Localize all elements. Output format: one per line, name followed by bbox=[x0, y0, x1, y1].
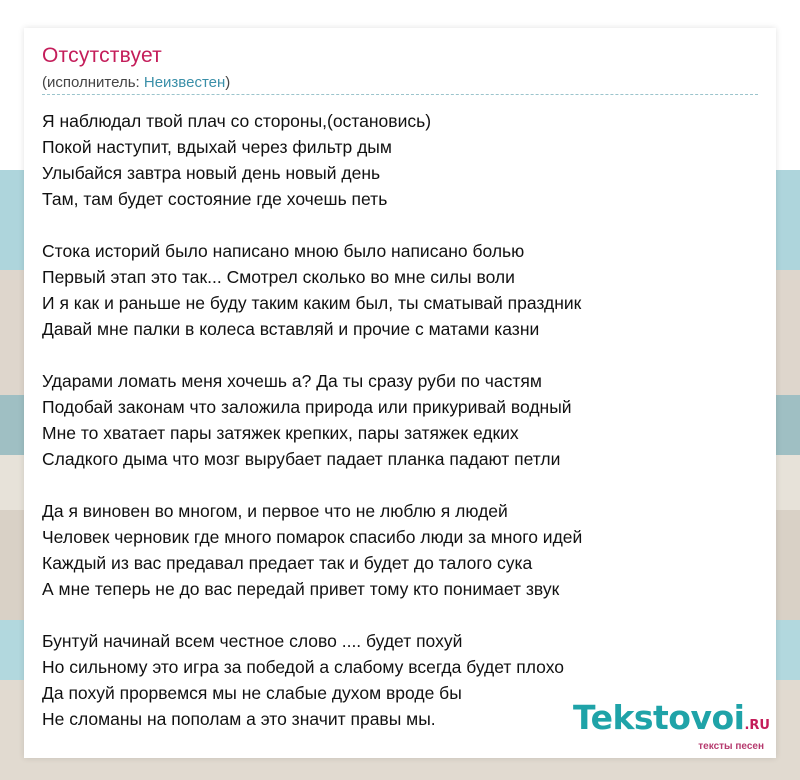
artist-suffix: ) bbox=[225, 74, 231, 91]
lyrics-line: Стока историй было написано мною было написано болью bbox=[42, 241, 525, 261]
lyrics-line: А мне теперь не до вас передай привет тому кто понимает звук bbox=[42, 579, 560, 599]
lyrics-line: Подобай законам что заложила природа или прикуривай водный bbox=[42, 397, 572, 417]
lyrics-stanza bbox=[42, 238, 762, 342]
lyrics-line: Мне то хватает пары затяжек крепких, пары затяжек едких bbox=[42, 423, 519, 443]
lyrics-line: И я как и раньше не буду таким каким был, ты сматывай праздник bbox=[42, 293, 582, 313]
lyrics-line: Давай мне палки в колеса вставляй и прочие с матами казни bbox=[42, 319, 540, 339]
lyrics-line: Улыбайся завтра новый день новый день bbox=[42, 163, 381, 183]
lyrics-line: Каждый из вас предавал предает так и будет до талого сука bbox=[42, 553, 533, 573]
site-logo[interactable] bbox=[573, 700, 770, 752]
lyrics-line: Сладкого дыма что мозг вырубает падает планка падают петли bbox=[42, 449, 561, 469]
logo-wordmark bbox=[573, 700, 770, 744]
lyrics-stanza bbox=[42, 368, 762, 472]
logo-tagline: тексты песен bbox=[698, 741, 764, 752]
lyrics-line: Покой наступит, вдыхай через фильтр дым bbox=[42, 137, 392, 157]
lyrics-line: Да похуй прорвемся мы не слабые духом вроде бы bbox=[42, 683, 462, 703]
lyrics-line: Я наблюдал твой плач со стороны,(остановись) bbox=[42, 111, 432, 131]
lyrics-stanza bbox=[42, 498, 762, 602]
logo-main-text: Tekstovoi bbox=[572, 698, 745, 737]
artist-prefix: (исполнитель: bbox=[42, 74, 144, 91]
song-title: Отсутствует bbox=[42, 44, 162, 67]
lyrics-line: Ударами ломать меня хочешь а? Да ты сразу руби по частям bbox=[42, 371, 542, 391]
title-divider bbox=[42, 94, 758, 95]
lyrics-line: Да я виновен во многом, и первое что не люблю я людей bbox=[42, 501, 508, 521]
lyrics-card bbox=[24, 28, 776, 758]
lyrics-stanza bbox=[42, 108, 762, 212]
lyrics-line: Там, там будет состояние где хочешь петь bbox=[42, 189, 388, 209]
lyrics-line: Первый этап это так... Смотрел сколько во мне силы воли bbox=[42, 267, 515, 287]
artist-line bbox=[42, 74, 230, 91]
lyrics-line: Бунтуй начинай всем честное слово .... будет похуй bbox=[42, 631, 463, 651]
lyrics-line: Не сломаны на пополам а это значит правы мы. bbox=[42, 709, 436, 729]
lyrics-line: Человек черновик где много помарок спасибо люди за много идей bbox=[42, 527, 583, 547]
lyrics-line: Но сильному это игра за победой а слабому всегда будет плохо bbox=[42, 657, 564, 677]
logo-tld: .RU bbox=[744, 718, 770, 733]
lyrics-text bbox=[42, 108, 762, 758]
artist-link[interactable]: Неизвестен bbox=[143, 74, 226, 91]
